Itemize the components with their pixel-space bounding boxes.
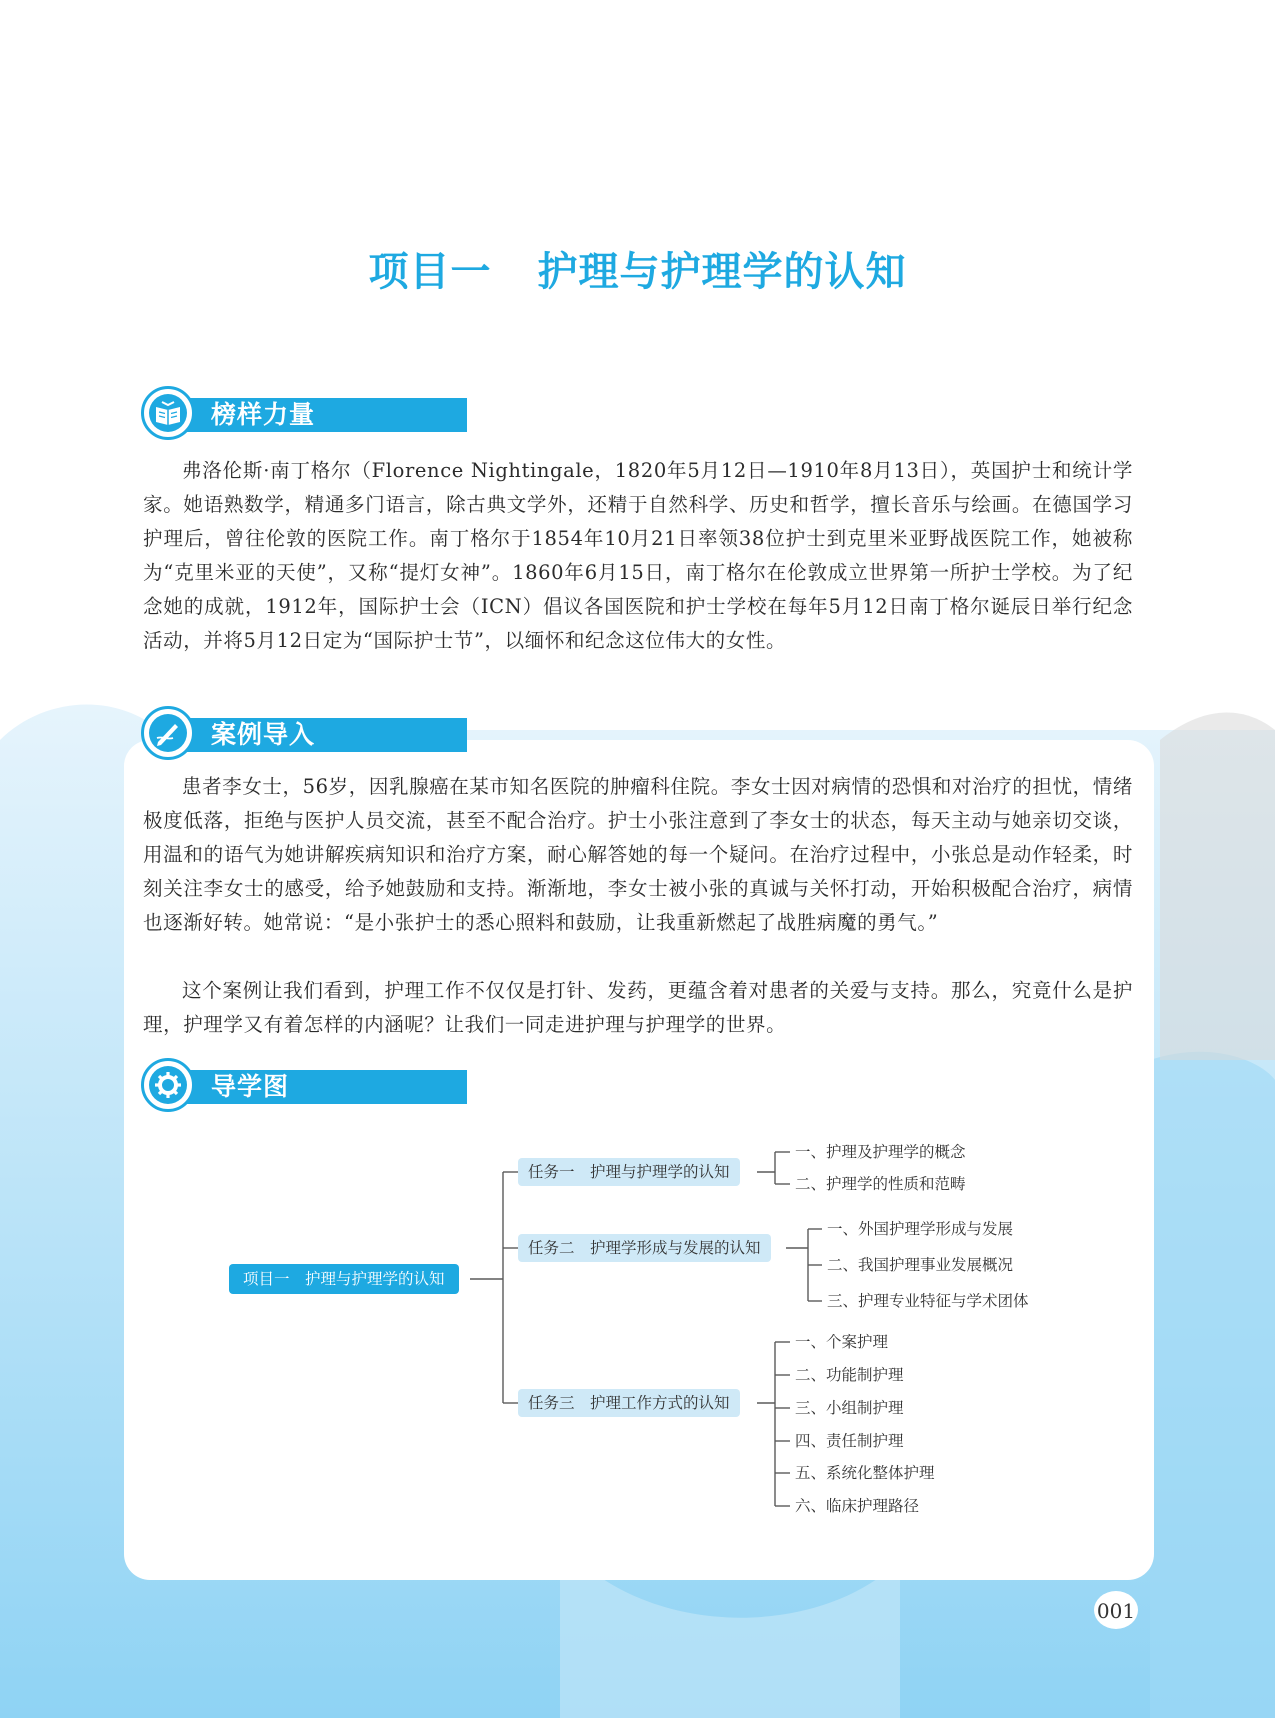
open-book-icon: [153, 398, 183, 428]
mindmap-leaf-node: 二、护理学的性质和范畴: [795, 1175, 966, 1193]
mindmap-task-node: 任务三 护理工作方式的认知: [518, 1389, 740, 1417]
title-part1: 项目一: [368, 249, 492, 295]
section-icon-badge: [141, 706, 195, 760]
section-header-role-model: [141, 386, 331, 442]
mindmap-leaf-node: 三、护理专业特征与学术团体: [827, 1292, 1029, 1310]
section-label: 导学图: [211, 1072, 290, 1101]
section-header-guide-map: [141, 1058, 331, 1114]
page-number: [1094, 1591, 1138, 1629]
mindmap-leaf-node: 六、临床护理路径: [795, 1497, 920, 1515]
page-title: [0, 240, 1275, 297]
mindmap-task-node: 任务一 护理与护理学的认知: [518, 1158, 740, 1186]
mindmap-leaf-node: 二、功能制护理: [795, 1366, 904, 1384]
section-icon-badge: [141, 386, 195, 440]
pen-writing-icon: [153, 718, 183, 748]
gear-icon: [153, 1070, 183, 1100]
section-icon-badge: [141, 1058, 195, 1112]
paragraph-nightingale: 弗洛伦斯·南丁格尔（Florence Nightingale，1820年5月12日—1910年8月13日），英国护士和统计学家。她语熟数学，精通多门语言，除古典文学外，还精于自然科学、历史和哲学，擅长音乐与绘画。在德国学习护理后，曾往伦敦的医院工作。南丁格尔于1854年10月21日率领38位护士到克里米亚野战医院工作，她被称为“克里米亚的天使”，又称“提灯女神”。1860年6月15日，南丁格尔在伦敦成立世界第一所护士学校。为了纪念她的成就，1912年，国际护士会（ICN）倡议各国医院和护士学校在每年5月12日南丁格尔诞辰日举行纪念活动，并将5月12日定为“国际护士节”，以缅怀和纪念这位伟大的女性。: [143, 459, 1133, 652]
paragraph-case-summary: 这个案例让我们看到，护理工作不仅仅是打针、发药，更蕴含着对患者的关爱与支持。那么，究竟什么是护理，护理学又有着怎样的内涵呢？让我们一同走进护理与护理学的世界。: [143, 979, 1133, 1036]
mindmap-leaf-node: 五、系统化整体护理: [795, 1464, 935, 1482]
page-number-text: 001: [1096, 1599, 1136, 1623]
paragraph-case: 患者李女士，56岁，因乳腺癌在某市知名医院的肿瘤科住院。李女士因对病情的恐惧和对治疗的担忧，情绪极度低落，拒绝与医护人员交流，甚至不配合治疗。护士小张注意到了李女士的状态，每天主动与她亲切交谈，用温和的语气为她讲解疾病知识和治疗方案，耐心解答她的每一个疑问。在治疗过程中，小张总是动作轻柔，时刻关注李女士的感受，给予她鼓励和支持。渐渐地，李女士被小张的真诚与关怀打动，开始积极配合治疗，病情也逐渐好转。她常说：“是小张护士的悉心照料和鼓励，让我重新燃起了战胜病魔的勇气。”: [143, 775, 1133, 934]
mindmap-root-node: 项目一 护理与护理学的认知: [229, 1264, 459, 1294]
mindmap-leaf-node: 一、外国护理学形成与发展: [827, 1220, 1014, 1238]
mindmap-leaf-node: 二、我国护理事业发展概况: [827, 1256, 1014, 1274]
mindmap-leaf-node: 三、小组制护理: [795, 1399, 904, 1417]
mindmap-task-node: 任务二 护理学形成与发展的认知: [518, 1234, 771, 1262]
section-header-case-intro: [141, 706, 331, 762]
title-part2: 护理与护理学的认知: [537, 249, 907, 295]
mindmap-leaf-node: 一、护理及护理学的概念: [795, 1143, 966, 1161]
mindmap-leaf-node: 一、个案护理: [795, 1333, 889, 1351]
section-label: 榜样力量: [211, 400, 316, 429]
mindmap-leaf-node: 四、责任制护理: [795, 1432, 904, 1450]
section-label: 案例导入: [211, 720, 316, 749]
